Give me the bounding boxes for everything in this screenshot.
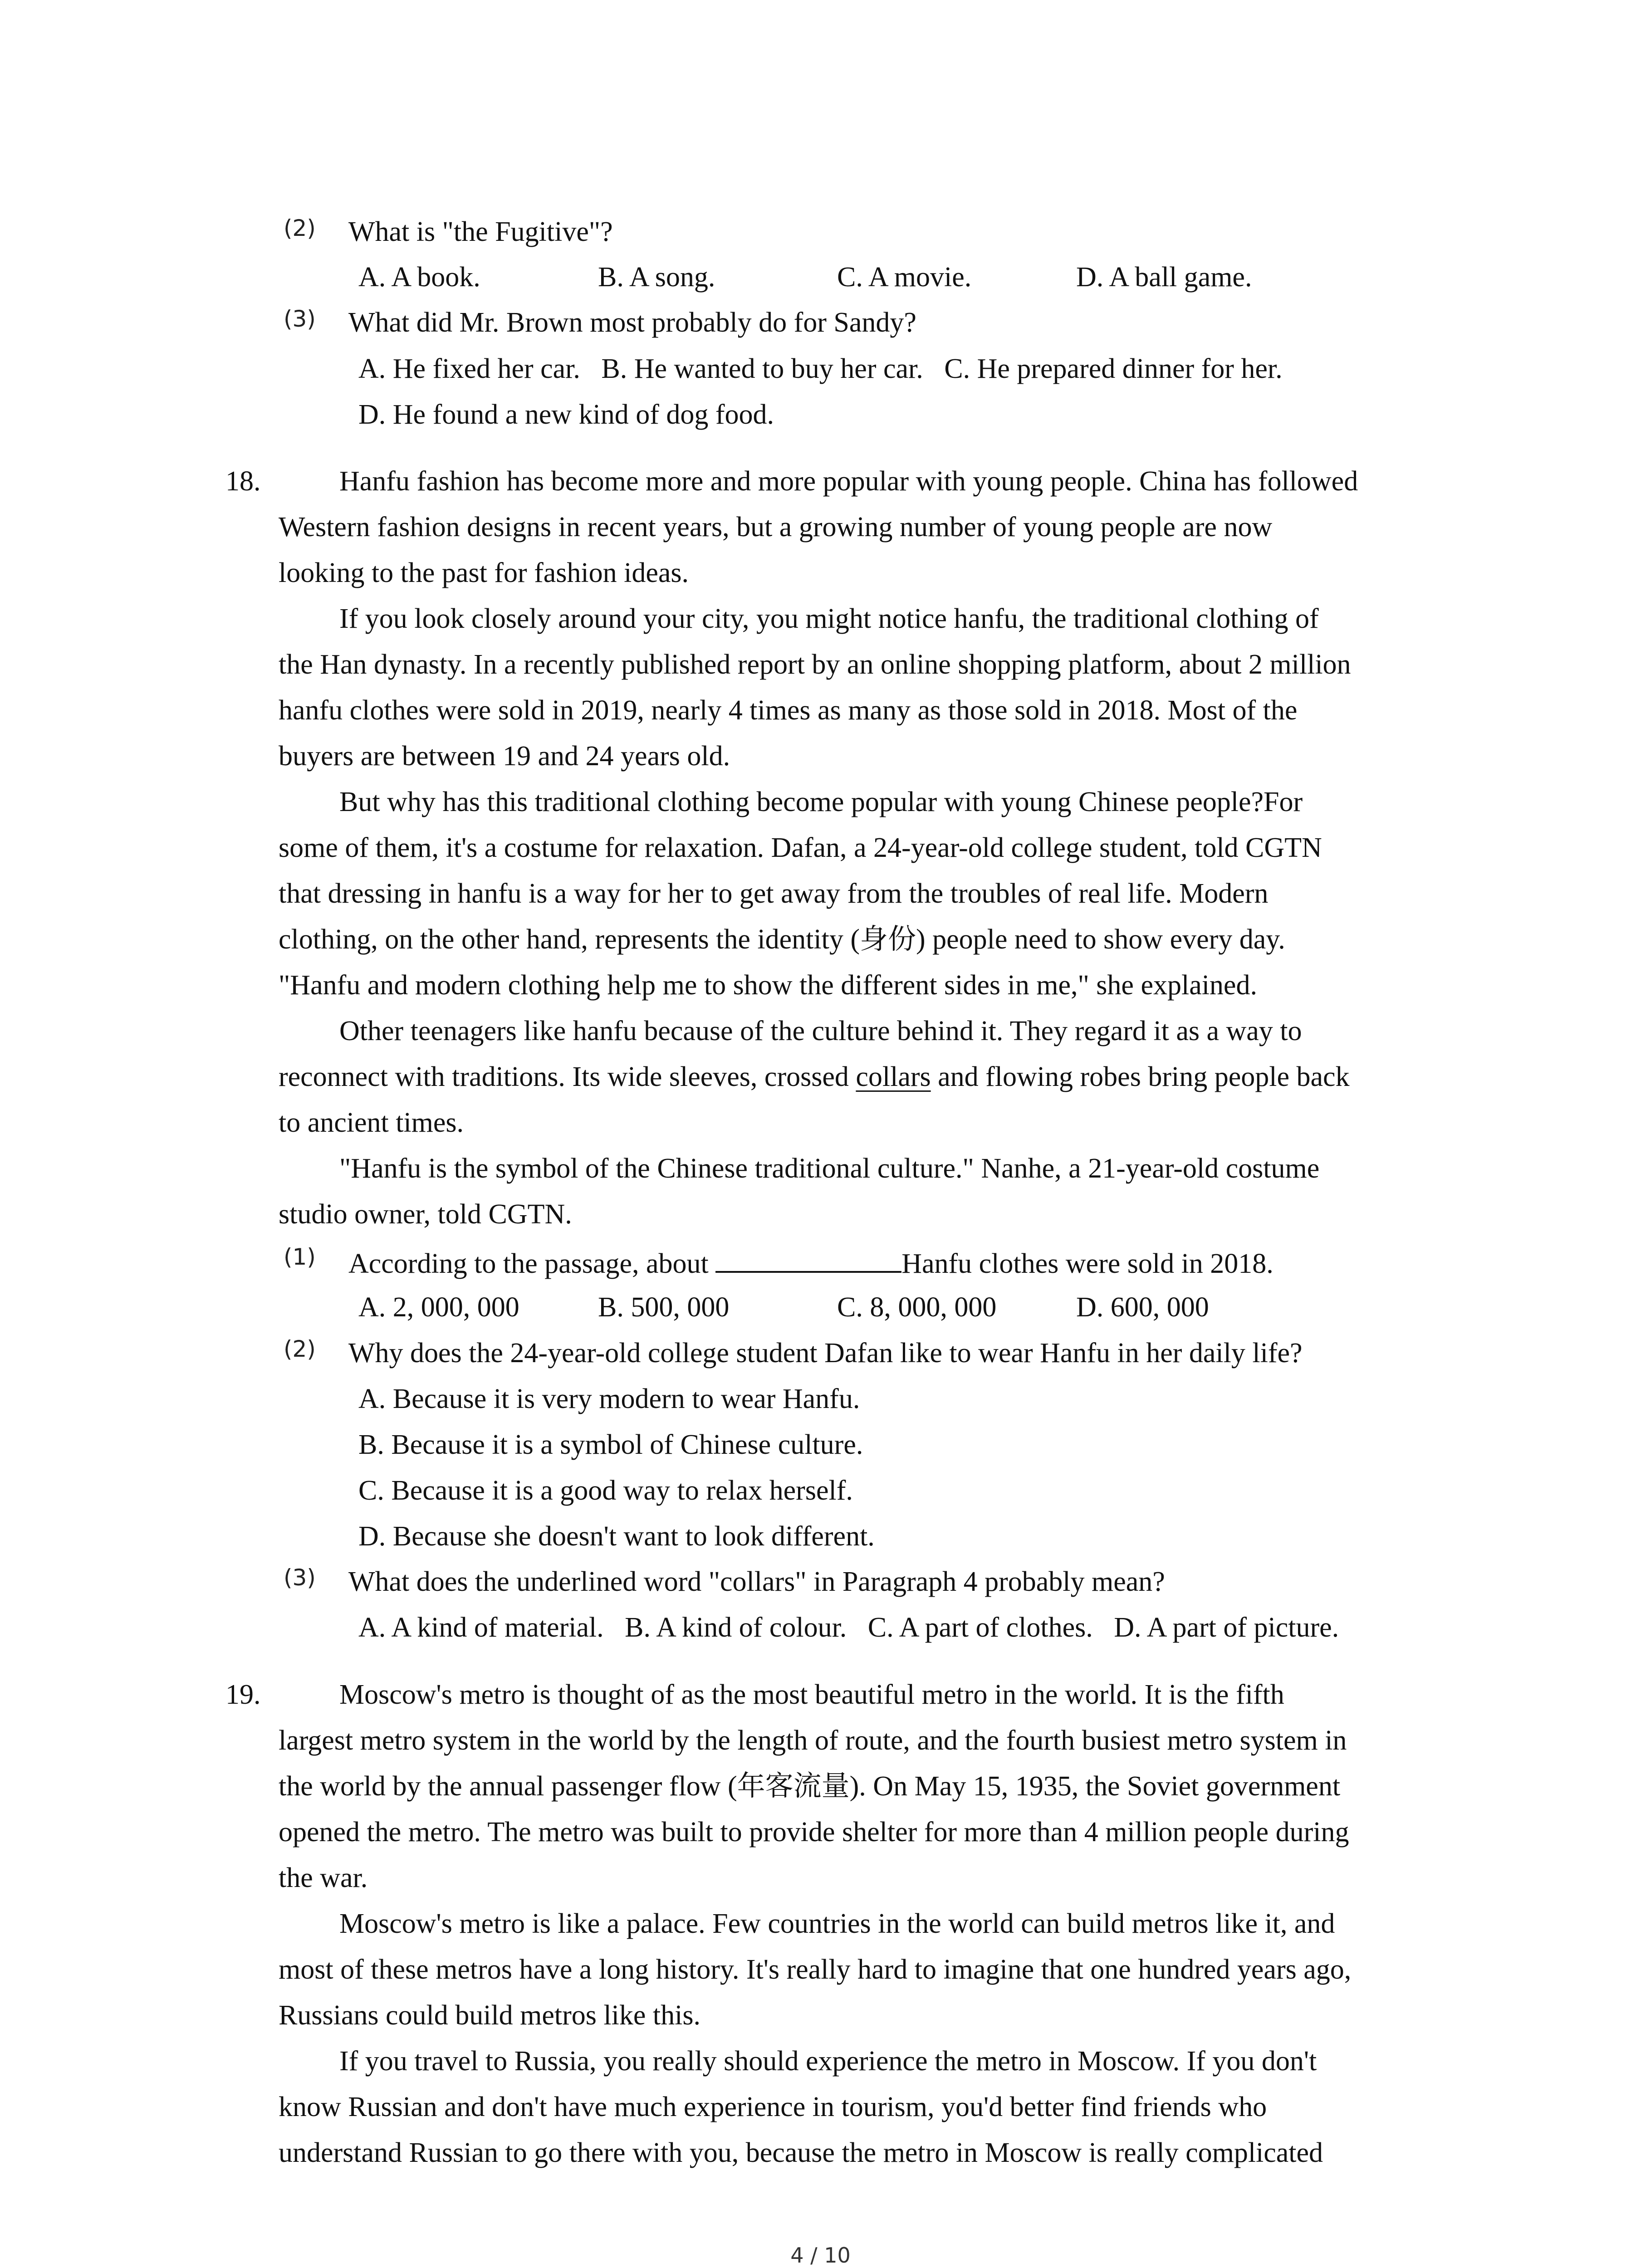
q17-sub3-question: What did Mr. Brown most probably do for Sandy? [348, 307, 916, 338]
q18-p2-line2: the Han dynasty. In a recently published report by an online shopping platform, about 2 million [279, 649, 1351, 680]
q18-sub1-number: (1) [284, 1244, 316, 1270]
q18-sub1-option-c: C. 8, 000, 000 [837, 1292, 997, 1323]
q17-sub3-number: (3) [284, 306, 316, 332]
q19-p1-line4: opened the metro. The metro was built to provide shelter for more than 4 million people during [279, 1817, 1349, 1848]
q18-sub2-option-d: D. Because she doesn't want to look different. [358, 1521, 875, 1552]
q18-p4-line3: to ancient times. [279, 1107, 464, 1138]
q17-sub2-option-c: C. A movie. [837, 262, 972, 293]
q17-sub2-option-a: A. A book. [358, 262, 480, 293]
answer-blank [715, 1247, 901, 1273]
q18-sub1-option-a: A. 2, 000, 000 [358, 1292, 519, 1323]
q18-p3-line1: But why has this traditional clothing become popular with young Chinese people?For [339, 787, 1303, 817]
q18-sub2-option-a: A. Because it is very modern to wear Hanfu. [358, 1383, 860, 1414]
q19-p1-line2: largest metro system in the world by the length of route, and the fourth busiest metro system in [279, 1725, 1347, 1756]
page-number: 4 / 10 [790, 2243, 851, 2268]
q19-p1-line3: the world by the annual passenger flow (年客流量). On May 15, 1935, the Soviet government [279, 1771, 1341, 1802]
q18-p3-line4: clothing, on the other hand, represents the identity (身份) people need to show every day. [279, 924, 1285, 955]
q18-p4-line1: Other teenagers like hanfu because of the culture behind it. They regard it as a way to [339, 1016, 1302, 1046]
q18-number: 18. [225, 466, 261, 497]
q18-p4-line2-after: and flowing robes bring people back [931, 1061, 1350, 1092]
q18-sub1-option-b: B. 500, 000 [598, 1292, 730, 1323]
q18-p1-line3: looking to the past for fashion ideas. [279, 557, 689, 588]
underlined-word-collars: collars [856, 1061, 931, 1092]
q18-p2-line1: If you look closely around your city, you might notice hanfu, the traditional clothing of [339, 603, 1319, 634]
q18-sub3-options: A. A kind of material. B. A kind of colour. C. A part of clothes. D. A part of picture. [358, 1612, 1339, 1643]
q18-p3-line5: "Hanfu and modern clothing help me to show the different sides in me," she explained. [279, 970, 1257, 1001]
q18-p4-line2 [279, 1063, 1350, 1091]
q17-sub2-option-b: B. A song. [598, 262, 715, 293]
q18-p1-line1: Hanfu fashion has become more and more popular with young people. China has followed [339, 466, 1358, 497]
q18-p2-line4: buyers are between 19 and 24 years old. [279, 741, 730, 772]
q17-sub2-option-d: D. A ball game. [1076, 262, 1252, 293]
q18-p5-line1: "Hanfu is the symbol of the Chinese traditional culture." Nanhe, a 21-year-old costume [339, 1153, 1320, 1184]
q18-sub2-option-b: B. Because it is a symbol of Chinese culture. [358, 1429, 863, 1460]
q18-sub3-number: (3) [284, 1564, 316, 1591]
q19-p1-line5: the war. [279, 1862, 368, 1893]
q17-sub3-options-line1: A. He fixed her car. B. He wanted to buy her car. C. He prepared dinner for her. [358, 353, 1283, 384]
q19-p2-line1: Moscow's metro is like a palace. Few countries in the world can build metros like it, and [339, 1908, 1335, 1939]
q18-sub2-option-c: C. Because it is a good way to relax herself. [358, 1475, 853, 1506]
q19-p2-line3: Russians could build metros like this. [279, 2000, 700, 2031]
q18-sub2-question: Why does the 24-year-old college student Dafan like to wear Hanfu in her daily life? [348, 1338, 1303, 1369]
q17-sub2-question: What is "the Fugitive"? [348, 216, 613, 247]
q18-sub1-before: According to the passage, about [348, 1248, 716, 1279]
q18-p2-line3: hanfu clothes were sold in 2019, nearly 4 times as many as those sold in 2018. Most of the [279, 695, 1298, 726]
q18-sub1-question [348, 1247, 1274, 1278]
q17-sub3-options-line2: D. He found a new kind of dog food. [358, 399, 774, 430]
q18-p3-line3: that dressing in hanfu is a way for her to get away from the troubles of real life. Modern [279, 878, 1269, 909]
q18-p1-line2: Western fashion designs in recent years, but a growing number of young people are now [279, 512, 1273, 543]
q18-p5-line2: studio owner, told CGTN. [279, 1199, 572, 1230]
q18-p4-line2-before: reconnect with traditions. Its wide sleeves, crossed [279, 1061, 856, 1092]
q17-sub2-number: (2) [284, 215, 316, 241]
q18-sub2-number: (2) [284, 1336, 316, 1362]
q19-p2-line2: most of these metros have a long history. It's really hard to imagine that one hundred years ago, [279, 1954, 1352, 1985]
q19-number: 19. [225, 1679, 261, 1710]
q19-p3-line1: If you travel to Russia, you really should experience the metro in Moscow. If you don't [339, 2046, 1317, 2077]
q18-sub1-after: Hanfu clothes were sold in 2018. [901, 1248, 1274, 1279]
q18-p3-line2: some of them, it's a costume for relaxation. Dafan, a 24-year-old college student, told CGTN [279, 832, 1322, 863]
q19-p3-line2: know Russian and don't have much experience in tourism, you'd better find friends who [279, 2092, 1267, 2122]
q19-p3-line3: understand Russian to go there with you, because the metro in Moscow is really complicated [279, 2137, 1323, 2168]
q18-sub3-question: What does the underlined word "collars" in Paragraph 4 probably mean? [348, 1566, 1165, 1597]
q19-p1-line1: Moscow's metro is thought of as the most beautiful metro in the world. It is the fifth [339, 1679, 1284, 1710]
q18-sub1-option-d: D. 600, 000 [1076, 1292, 1209, 1323]
